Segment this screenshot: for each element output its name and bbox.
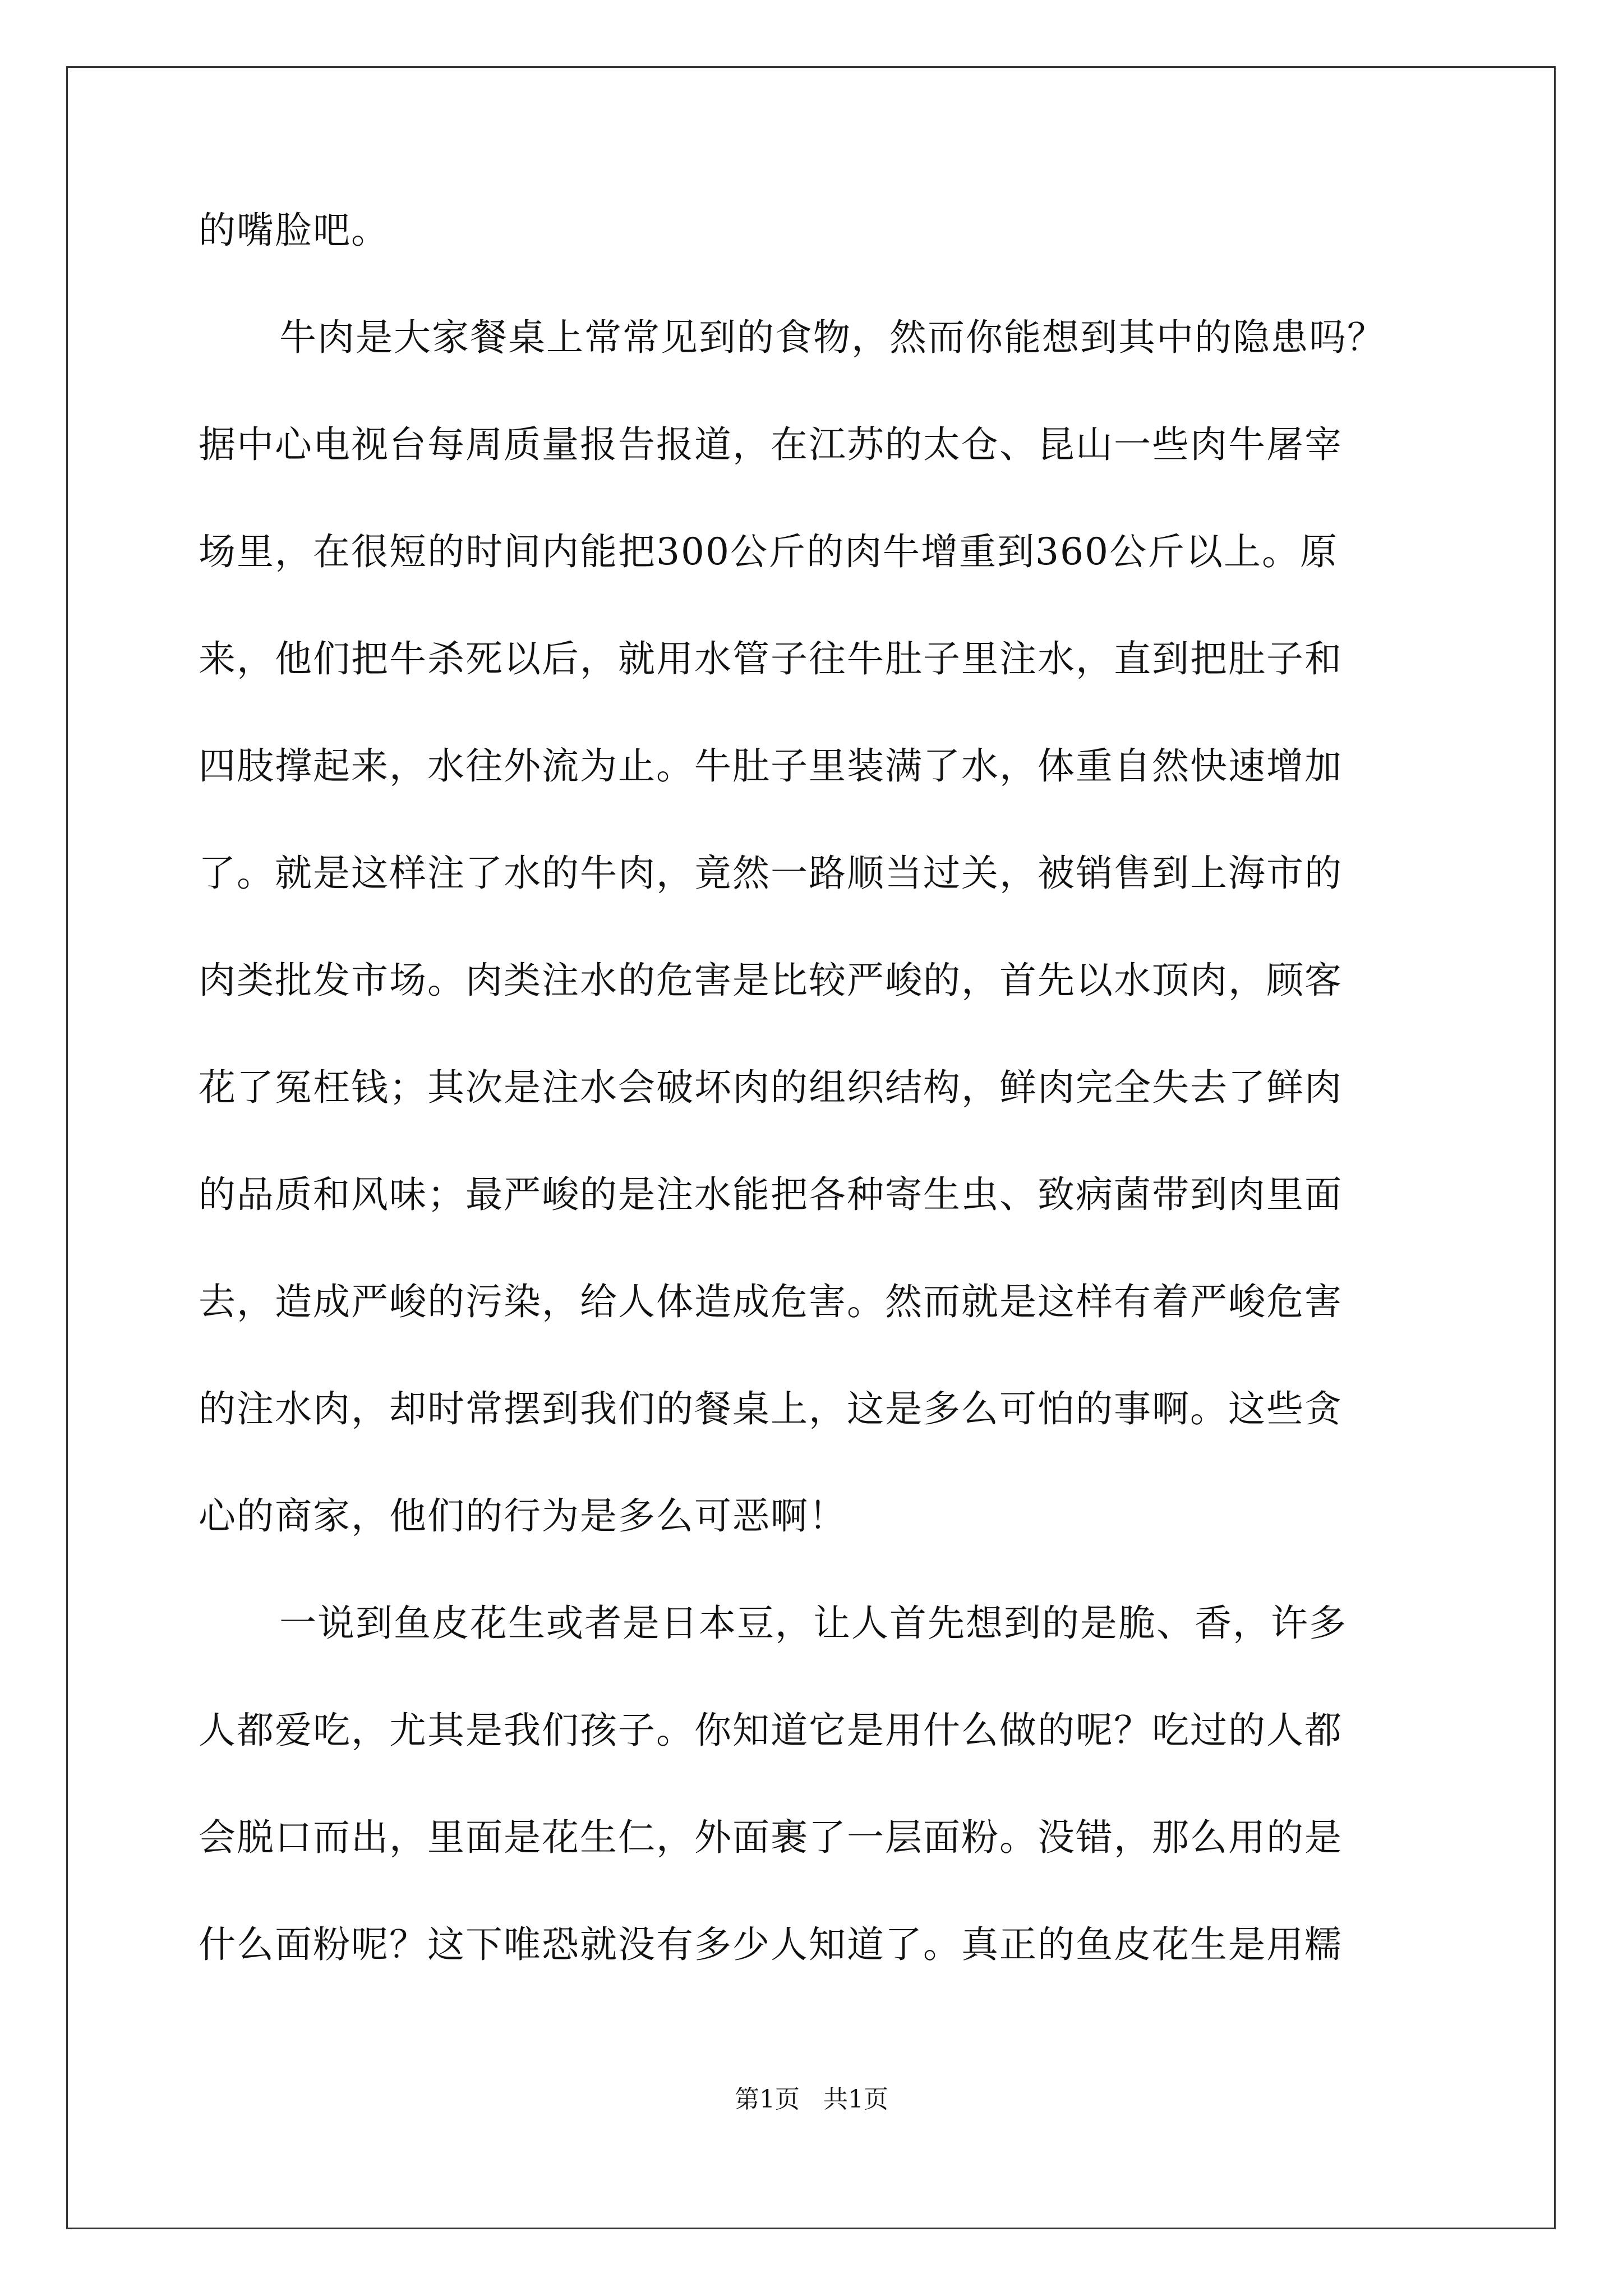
text-line: 牛肉是大家餐桌上常常见到的食物，然而你能想到其中的隐患吗？ bbox=[279, 316, 1385, 359]
text-line: 来，他们把牛杀死以后，就用水管子往牛肚子里注水，直到把肚子和 bbox=[199, 637, 1343, 680]
text-line: 人都爱吃，尤其是我们孩子。你知道它是用什么做的呢？吃过的人都 bbox=[199, 1709, 1343, 1752]
text-line: 会脱口而出，里面是花生仁，外面裹了一层面粉。没错，那么用的是 bbox=[199, 1816, 1343, 1859]
text-line: 心的商家，他们的行为是多么可恶啊！ bbox=[199, 1494, 847, 1538]
text-line: 什么面粉呢？这下唯恐就没有多少人知道了。真正的鱼皮花生是用糯 bbox=[199, 1923, 1343, 1966]
text-line: 花了冤枉钱；其次是注水会破坏肉的组织结构，鲜肉完全失去了鲜肉 bbox=[199, 1066, 1343, 1109]
text-line: 的嘴脸吧。 bbox=[199, 209, 389, 252]
text-line: 场里，在很短的时间内能把300公斤的肉牛增重到360公斤以上。原 bbox=[199, 530, 1338, 573]
text-line: 一说到鱼皮花生或者是日本豆，让人首先想到的是脆、香，许多 bbox=[279, 1602, 1347, 1645]
page-number-footer: 第1页 共1页 bbox=[735, 2085, 888, 2114]
text-line: 的品质和风味；最严峻的是注水能把各种寄生虫、致病菌带到肉里面 bbox=[199, 1173, 1343, 1216]
text-line: 的注水肉，却时常摆到我们的餐桌上，这是多么可怕的事啊。这些贪 bbox=[199, 1387, 1343, 1430]
document-body bbox=[199, 209, 1432, 2033]
text-line: 据中心电视台每周质量报告报道，在江苏的太仓、昆山一些肉牛屠宰 bbox=[199, 423, 1343, 466]
text-line: 了。就是这样注了水的牛肉，竟然一路顺当过关，被销售到上海市的 bbox=[199, 852, 1343, 895]
text-line: 肉类批发市场。肉类注水的危害是比较严峻的，首先以水顶肉，顾客 bbox=[199, 959, 1343, 1002]
text-line: 去，造成严峻的污染，给人体造成危害。然而就是这样有着严峻危害 bbox=[199, 1280, 1343, 1323]
text-line: 四肢撑起来，水往外流为止。牛肚子里装满了水，体重自然快速增加 bbox=[199, 744, 1343, 788]
